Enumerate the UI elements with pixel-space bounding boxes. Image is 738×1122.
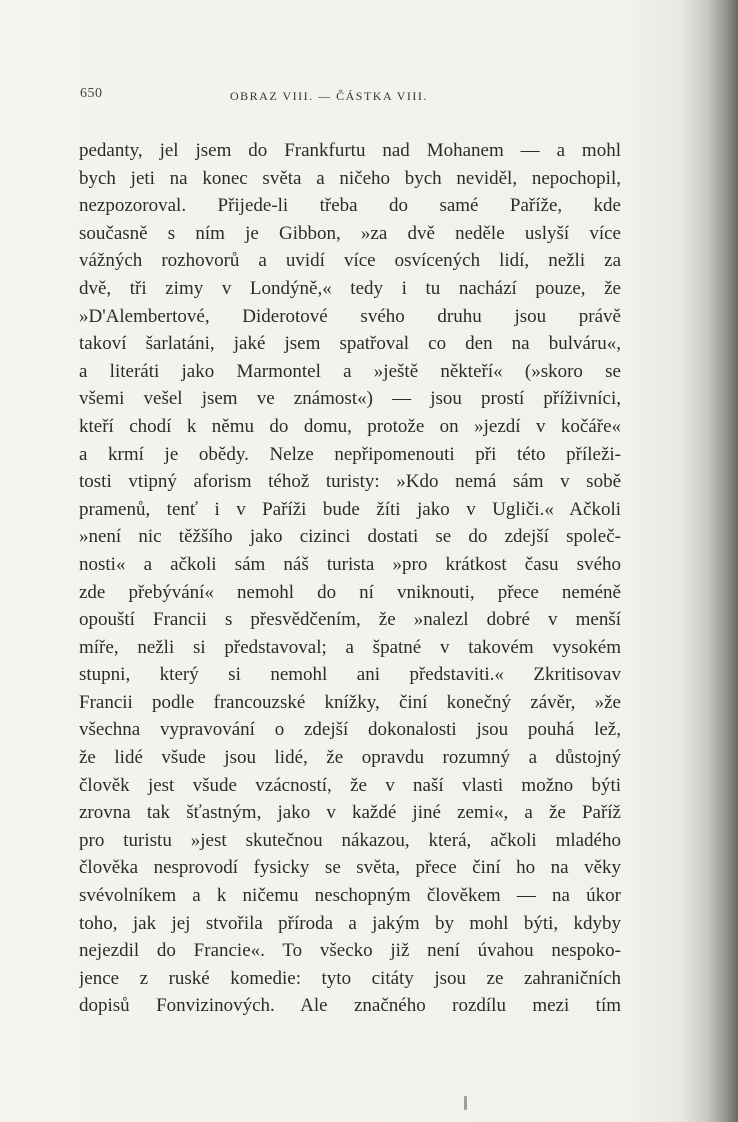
text-line: nezpozoroval. Přijede-li třeba do samé Paříže, kde [79,195,621,217]
text-line: a literáti jako Marmontel a »ještě někteří« (»skoro se [79,360,621,382]
text-line: Francii podle francouzské knížky, činí konečný závěr, »že [79,691,621,713]
running-head: OBRAZ VIII. — ČÁSTKA VIII. [230,89,428,103]
ink-mark [464,1096,467,1110]
text-line: tosti vtipný aforism téhož turisty: »Kdo nemá sám v sobě [79,471,621,493]
text-line: člověk jest všude vzácností, že v naší vlasti možno býti [79,774,621,796]
text-line: a krmí je obědy. Nelze nepřipomenouti při této příleži- [79,443,621,465]
body-text [79,137,621,1020]
page-number: 650 [80,86,103,101]
text-line: opouští Francii s přesvědčením, že »nalezl dobré v menší [79,609,621,631]
text-line: jence z ruské komedie: tyto citáty jsou ze zahraničních [79,967,621,989]
text-line: »D'Alembertové, Diderotové svého druhu jsou právě [79,305,621,327]
text-line: míře, nežli si představoval; a špatné v takovém vysokém [79,636,621,658]
text-line: současně s ním je Gibbon, »za dvě neděle uslyší více [79,222,621,244]
text-line: dopisů Fonvizinových. Ale značného rozdílu mezi tím [79,995,621,1017]
text-line: že lidé všude jsou lidé, že opravdu rozumný a důstojný [79,747,621,769]
text-line: všemi vešel jsem ve známost«) — jsou prostí příživníci, [79,388,621,410]
text-line: stupni, který si nemohl ani představiti.« Zkritisovav [79,664,621,686]
text-line: takoví šarlatáni, jaké jsem spatřoval co den na bulváru«, [79,333,621,355]
text-line: pro turistu »jest skutečnou nákazou, která, ačkoli mladého [79,829,621,851]
text-line: všechna vypravování o zdejší dokonalosti jsou pouhá lež, [79,719,621,741]
text-line: nosti« a ačkoli sám náš turista »pro krátkost času svého [79,553,621,575]
text-line: zde přebývání« nemohl do ní vniknouti, přece neméně [79,581,621,603]
text-line: zrovna tak šťastným, jako v každé jiné zemi«, a že Paříž [79,802,621,824]
text-line: »není nic těžšího jako cizinci dostati se do zdejší společ- [79,526,621,548]
text-line: svévolníkem a k ničemu neschopným člověkem — na úkor [79,885,621,907]
text-line: toho, jak jej stvořila příroda a jakým by mohl býti, kdyby [79,912,621,934]
text-line: pedanty, jel jsem do Frankfurtu nad Mohanem — a mohl [79,140,621,161]
text-line: kteří chodí k němu do domu, protože on »jezdí v kočáře« [79,415,621,437]
text-line: bych jeti na konec světa a ničeho bych neviděl, nepochopil, [79,167,621,189]
text-line: vážných rozhovorů a uvidí více osvícených lidí, nežli za [79,250,621,272]
binding-shadow [682,0,738,1122]
text-line: dvě, tři zimy v Londýně,« tedy i tu nachází pouze, že [79,277,621,299]
page-header [80,86,620,110]
text-line: pramenů, tenť i v Paříži bude žíti jako v Ugliči.« Ačkoli [79,498,621,520]
text-line: člověka nesprovodí fysicky se světa, přece činí ho na věky [79,857,621,879]
text-line: nejezdil do Francie«. To všecko již není úvahou nespoko- [79,940,621,962]
